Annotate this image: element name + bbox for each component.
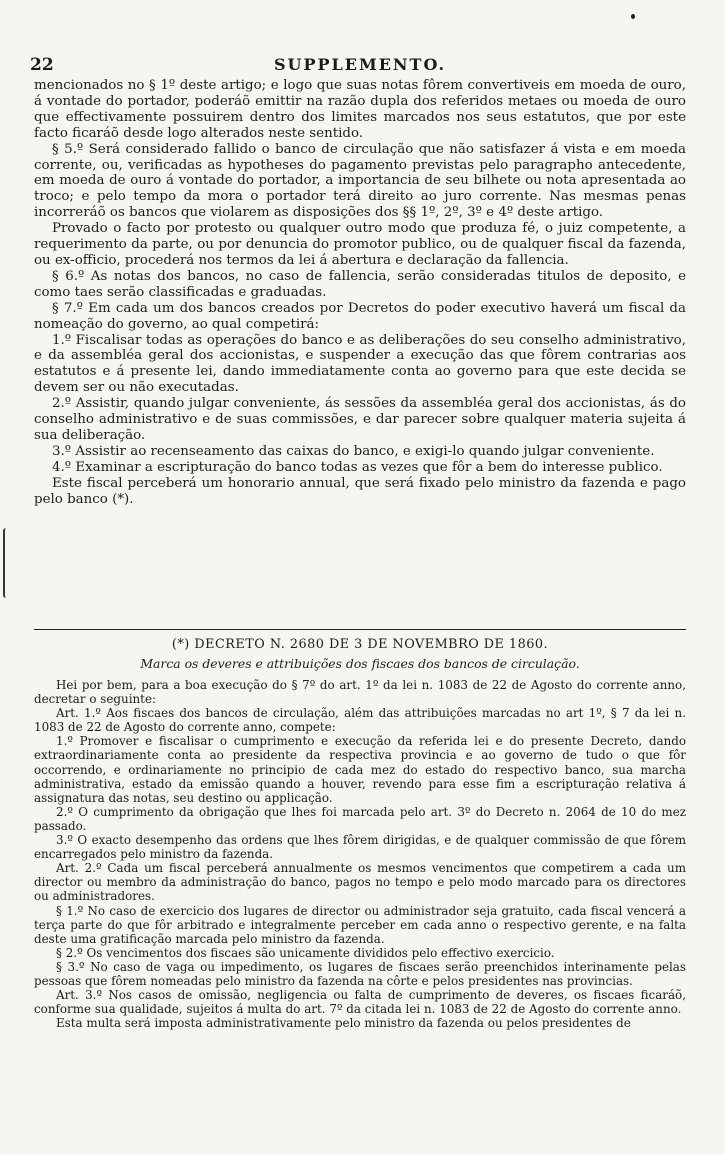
paragraph: Este fiscal perceberá um honorario annual, que será fixado pelo ministro da fazenda e pago pelo banco (*). — [34, 475, 686, 507]
paragraph: 2.º Assistir, quando julgar conveniente, ás sessões da assembléa geral dos accionistas, ás do conselho administrativo e de suas commissões, e dar parecer sobre qualquer materia sujeita á sua deliberação. — [34, 396, 686, 443]
paragraph: 4.º Examinar a escripturação do banco todas as vezes que fôr a bem do interesse publico. — [52, 459, 663, 475]
footnote-paragraph: § 1.º No caso de exercicio dos lugares de director ou administrador seja gratuito, cada fiscal vencerá a terça parte do que fôr arbitrado e integralmente perceber em cada anno o respectivo gerente, e na falta deste uma gratificação marcada pelo ministro da fazenda. — [34, 903, 686, 946]
footnote-paragraph: 1.º Promover e fiscalisar o cumprimento e execução da referida lei e do presente Decreto, dando extraordinariamente conta ao presidente da respectiva provincia e ao governo de tudo o que fôr occorrendo, e ordinariamente no principio de cada mez do estado do respectivo banco, sua marcha administrativa, estado da emissão quando a houver, revendo para esse fim a escripturação relativa á assignatura das notas, seu destino ou applicação. — [34, 734, 686, 805]
footnote-text — [34, 678, 686, 1030]
footnote-subtitle: Marca os deveres e attribuições dos fiscaes dos bancos de circulação. — [140, 656, 580, 671]
footnote-paragraph: Hei por bem, para a boa execução do § 7º do art. 1º da lei n. 1083 de 22 de Agosto do corrente anno, decretar o seguinte: — [34, 678, 686, 707]
running-title: SUPPLEMENTO. — [273, 55, 447, 74]
ink-speck — [631, 14, 635, 19]
footnote-paragraph: Art. 1.º Aos fiscaes dos bancos de circulação, além das attribuições marcadas no art 1º, § 7 da lei n. 1083 de 22 de Agosto do corrente anno, compete: — [34, 706, 686, 735]
page-number: 22 — [30, 55, 54, 75]
paragraph: § 7.º Em cada um dos bancos creados por Decretos do poder executivo haverá um fiscal da nomeação do governo, ao qual competirá: — [34, 300, 686, 332]
paragraph: 3.º Assistir ao recenseamento das caixas do banco, e exigi-lo quando julgar conveniente. — [52, 443, 655, 459]
footnote-paragraph: Art. 3.º Nos casos de omissão, negligencia ou falta de cumprimento de deveres, os fiscaes ficaráõ, conforme sua qualidade, sujeitos á multa do art. 7º da citada lei n. 1083 de 22 de Agosto do corrente anno. — [34, 988, 686, 1017]
footnote-paragraph: § 2.º Os vencimentos dos fiscaes são unicamente divididos pelo effectivo exercicio. — [56, 945, 555, 960]
footnote-paragraph: 2.º O cumprimento da obrigação que lhes foi marcada pelo art. 3º do Decreto n. 2064 de 10 do mez passado. — [34, 804, 686, 833]
footnote-divider — [34, 629, 686, 630]
page-header — [30, 55, 690, 79]
paragraph: mencionados no § 1º deste artigo; e logo que suas notas fôrem convertiveis em moeda de ouro, á vontade do portador, poderáõ emittir na razão dupla dos referidos metaes ou moeda de ouro que effectivamente possuirem dentro dos limites marcados nos seus estatutos, que por este facto ficaráõ desde logo alterados neste sentido. — [34, 78, 686, 141]
main-text — [34, 78, 686, 507]
margin-mark — [3, 528, 13, 598]
footnote-paragraph: 3.º O exacto desempenho das ordens que lhes fôrem dirigidas, e de qualquer commissão de que fôrem encarregados pelo ministro da fazenda. — [34, 833, 686, 862]
footnote-paragraph: Esta multa será imposta administrativamente pelo ministro da fazenda ou pelos presidentes de — [56, 1016, 631, 1031]
paragraph: Provado o facto por protesto ou qualquer outro modo que produza fé, o juiz competente, a requerimento da parte, ou por denuncia do promotor publico, ou de qualquer fiscal da fazenda, ou ex-officio, procederá nos termos da lei á abertura e declaração da fallencia. — [34, 221, 686, 268]
footnote-paragraph: § 3.º No caso de vaga ou impedimento, os lugares de fiscaes serão preenchidos interinamente pelas pessoas que fôrem nomeadas pelo ministro da fazenda na côrte e pelos presidentes nas provincias. — [34, 959, 686, 988]
footnote-paragraph: Art. 2.º Cada um fiscal perceberá annualmente os mesmos vencimentos que competirem a cada um director ou membro da administração do banco, pagos no tempo e pelo modo marcado para os directores ou administradores. — [34, 861, 686, 904]
paragraph: § 5.º Será considerado fallido o banco de circulação que não satisfazer á vista e em moeda corrente, ou, verificadas as hypotheses do pagamento previstas pelo paragrapho antecedente, em moeda de ouro á vontade do portador, a importancia de seu bilhete ou nota apresentada ao troco; e pelo tempo da mora o portador terá direito ao juro corrente. Nas mesmas penas incorreráõ os bancos que violarem as disposições dos §§ 1º, 2º, 3º e 4º deste artigo. — [34, 141, 686, 221]
paragraph: § 6.º As notas dos bancos, no caso de fallencia, serão consideradas titulos de deposito, e como taes serão classificadas e graduadas. — [34, 268, 686, 300]
paragraph: 1.º Fiscalisar todas as operações do banco e as deliberações do seu conselho administrativo, e da assembléa geral dos accionistas, e suspender a execução das que fôrem contrarias aos estatutos e á presente lei, dando immediatamente conta ao governo para que este decida se devem ser ou não executadas. — [34, 332, 686, 396]
footnote-title: (*) DECRETO N. 2680 DE 3 DE NOVEMBRO DE 1860. — [171, 637, 549, 652]
